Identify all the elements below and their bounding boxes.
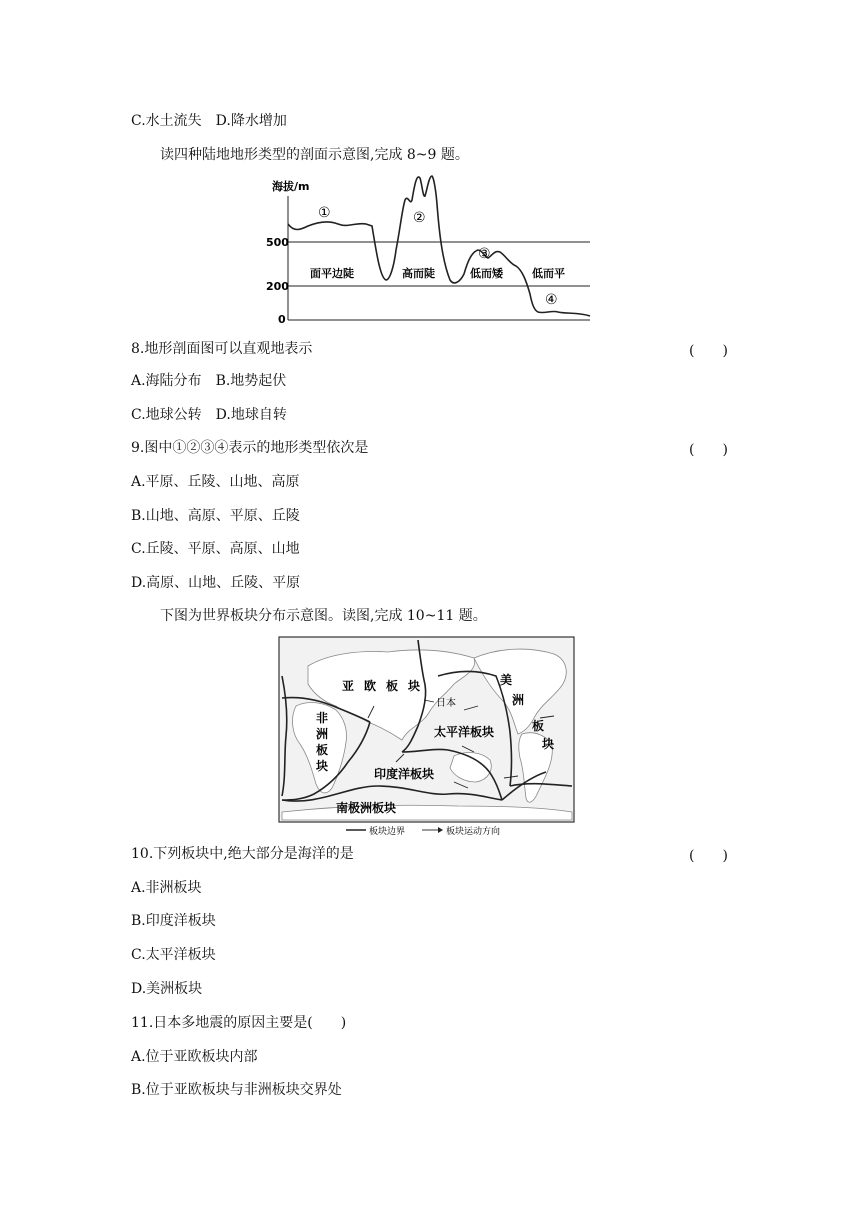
profile-y-axis-label: 海拔/m [272,180,310,193]
label-indian: 印度洋板块 [374,767,435,781]
q11-stem: 11.日本多地震的原因主要是( ) [131,1015,347,1031]
label-africa-4: 块 [316,759,329,773]
q9-option-b: B.山地、高原、平原、丘陵 [131,508,300,524]
q8-options-cd [131,406,287,424]
terrain-profile-figure [262,170,594,326]
q10-stem: 10.下列板块中,绝大部分是海洋的是 [131,846,354,862]
q7-options-cd [131,112,287,130]
q7-option-d: D.降水增加 [215,113,287,129]
profile-tick-0: 0 [278,313,286,326]
label-eurasia-1: 亚 [342,679,355,693]
q8-option-b: B.地势起伏 [215,373,287,389]
legend-boundary-label: 板块边界 [369,827,406,837]
q9-stem: 9.图中①②③④表示的地形类型依次是 [131,440,369,456]
legend-direction-label: 板块运动方向 [446,827,501,837]
profile-tick-500: 500 [266,236,289,249]
label-pacific: 太平洋板块 [434,725,495,739]
label-america-3: 板 [532,719,545,733]
label-japan: 日本 [436,698,456,709]
profile-marker-2: ② [413,210,426,226]
profile-marker-1: ① [318,205,331,221]
q7-option-c: C.水土流失 [131,113,202,129]
profile-label-1: 面平边陡 [310,267,354,280]
label-america-4: 块 [542,737,555,751]
q11-option-a: A.位于亚欧板块内部 [131,1049,258,1065]
q9-answer-paren: ( ) [689,442,728,458]
intro-10-11: 下图为世界板块分布示意图。读图,完成 10~11 题。 [160,608,487,624]
q10-option-b: B.印度洋板块 [131,913,216,929]
q10-answer-paren: ( ) [689,848,728,864]
profile-marker-3: ③ [478,246,491,262]
label-america-2: 洲 [512,693,525,707]
q9-option-c: C.丘陵、平原、高原、山地 [131,541,300,557]
label-africa-2: 洲 [316,727,329,741]
q8-option-d: D.地球自转 [215,407,287,423]
q10-option-d: D.美洲板块 [131,981,203,997]
legend-direction-arrowhead [438,827,443,833]
label-antarctic: 南极洲板块 [336,801,397,815]
plate-map-figure [278,636,576,838]
q9-option-d: D.高原、山地、丘陵、平原 [131,575,301,591]
label-eurasia-4: 块 [408,679,421,693]
q8-stem: 8.地形剖面图可以直观地表示 [131,341,313,357]
q10-option-c: C.太平洋板块 [131,947,216,963]
q8-option-c: C.地球公转 [131,407,202,423]
label-eurasia-2: 欧 [364,679,377,693]
profile-marker-4: ④ [545,292,558,308]
q11-option-b: B.位于亚欧板块与非洲板块交界处 [131,1082,342,1098]
profile-tick-200: 200 [266,280,289,293]
label-africa-3: 板 [316,743,329,757]
q8-options-ab [131,372,286,390]
q8-option-a: A.海陆分布 [131,373,202,389]
profile-label-4: 低而平 [532,267,565,280]
label-africa-1: 非 [316,711,329,725]
profile-label-2: 高而陡 [402,267,435,280]
q10-option-a: A.非洲板块 [131,880,202,896]
q9-option-a: A.平原、丘陵、山地、高原 [131,474,300,490]
intro-8-9: 读四种陆地地形类型的剖面示意图,完成 8~9 题。 [160,147,469,163]
profile-label-3: 低而矮 [470,267,503,280]
label-america-1: 美 [500,673,513,687]
label-eurasia-3: 板 [386,679,399,693]
q8-answer-paren: ( ) [689,343,728,359]
